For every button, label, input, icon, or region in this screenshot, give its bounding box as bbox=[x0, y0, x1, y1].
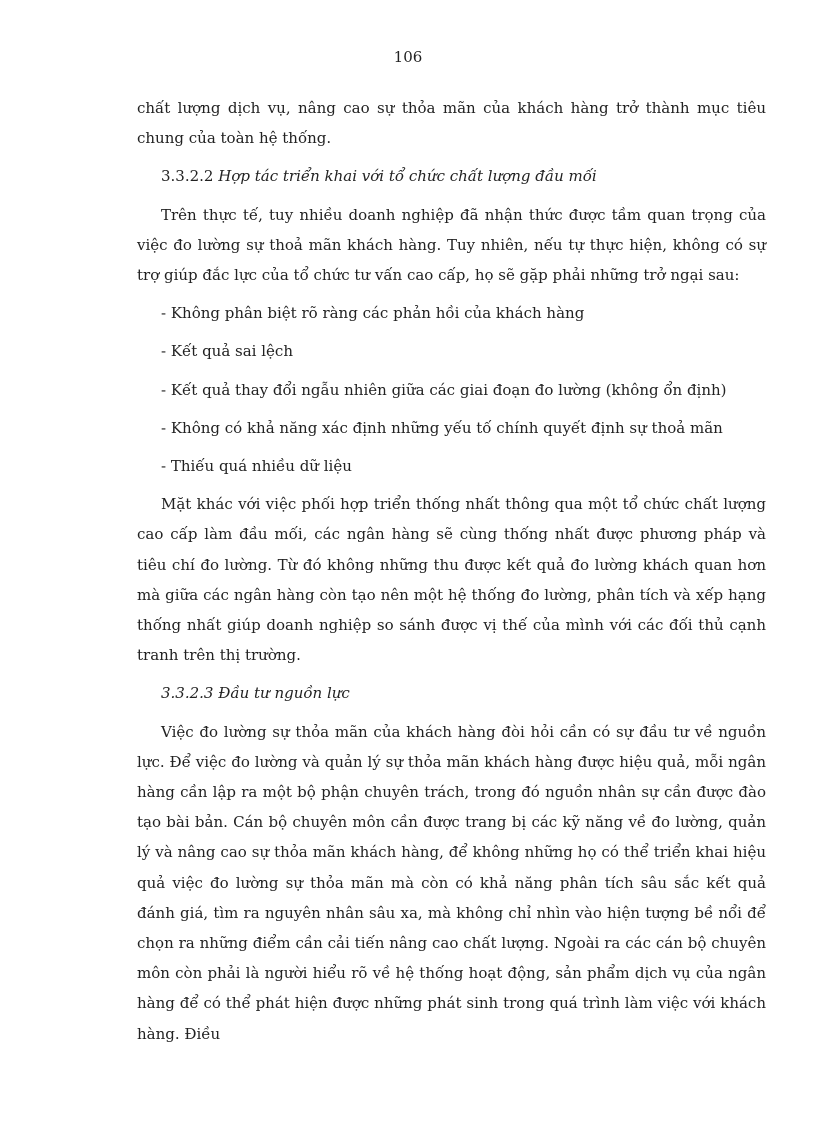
section-heading-3-3-2-3 bbox=[137, 678, 766, 708]
paragraph-continuation: chất lượng dịch vụ, nâng cao sự thỏa mãn của khách hàng trở thành mục tiêu chung của toàn hệ thống. bbox=[137, 99, 766, 148]
section-number: 3.3.2.3 bbox=[161, 684, 214, 703]
bullet-item: - Không có khả năng xác định những yếu tố chính quyết định sự thoả mãn bbox=[161, 418, 723, 437]
section-heading-3-3-2-2 bbox=[137, 161, 766, 191]
bullet-item: - Không phân biệt rõ ràng các phản hồi của khách hàng bbox=[161, 304, 585, 323]
bullet-item: - Kết quả sai lệch bbox=[161, 342, 293, 361]
page-body bbox=[137, 93, 766, 1049]
section-number: 3.3.2.2 bbox=[161, 167, 214, 186]
paragraph-coordination: Mặt khác với việc phối hợp triển thống nhất thông qua một tổ chức chất lượng cao cấp làm đầu mối, các ngân hàng sẽ cùng thống nhất được phương pháp và tiêu chí đo lường. Từ đó không những thu được kết quả đo lường khách quan hơn mà giữa các ngân hàng còn tạo nên một hệ thống đo lường, phân tích và xếp hạng thống nhất giúp doanh nghiệp so sánh được vị thế của mình với các đối thủ cạnh tranh trên thị trường. bbox=[137, 495, 766, 665]
page-number: 106 bbox=[393, 48, 423, 66]
bullet-item: - Thiếu quá nhiều dữ liệu bbox=[161, 457, 352, 476]
bullet-item: - Kết quả thay đổi ngẫu nhiên giữa các giai đoạn đo lường (không ổn định) bbox=[161, 380, 727, 399]
section-title: Hợp tác triển khai với tổ chức chất lượng đầu mối bbox=[218, 167, 597, 186]
section-title: Đầu tư nguồn lực bbox=[218, 684, 350, 703]
paragraph-obstacles-intro: Trên thực tế, tuy nhiều doanh nghiệp đã nhận thức được tầm quan trọng của việc đo lường sự thoả mãn khách hàng. Tuy nhiên, nếu tự thực hiện, không có sự trợ giúp đắc lực của tổ chức tư vấn cao cấp, họ sẽ gặp phải những trở ngại sau: bbox=[137, 205, 766, 285]
paragraph-resource-investment: Việc đo lường sự thỏa mãn của khách hàng đòi hỏi cần có sự đầu tư về nguồn lực. Để việc đo lường và quản lý sự thỏa mãn khách hàng được hiệu quả, mỗi ngân hàng cần lập ra một bộ phận chuyên trách, trong đó nguồn nhân sự cần được đào tạo bài bản. Cán bộ chuyên môn cần được trang bị các kỹ năng về đo lường, quản lý và nâng cao sự thỏa mãn khách hàng, để không những họ có thể triển khai hiệu quả việc đo lường sự thỏa mãn mà còn có khả năng phân tích sâu sắc kết quả đánh giá, tìm ra nguyên nhân sâu xa, mà không chỉ nhìn vào hiện tượng bề nổi để chọn ra những điểm cần cải tiến nâng cao chất lượng. Ngoài ra các cán bộ chuyên môn còn phải là người hiểu rõ về hệ thống hoạt động, sản phẩm dịch vụ của ngân hàng để có thể phát hiện được những phát sinh trong quá trình làm việc với khách hàng. Điều bbox=[137, 722, 766, 1043]
